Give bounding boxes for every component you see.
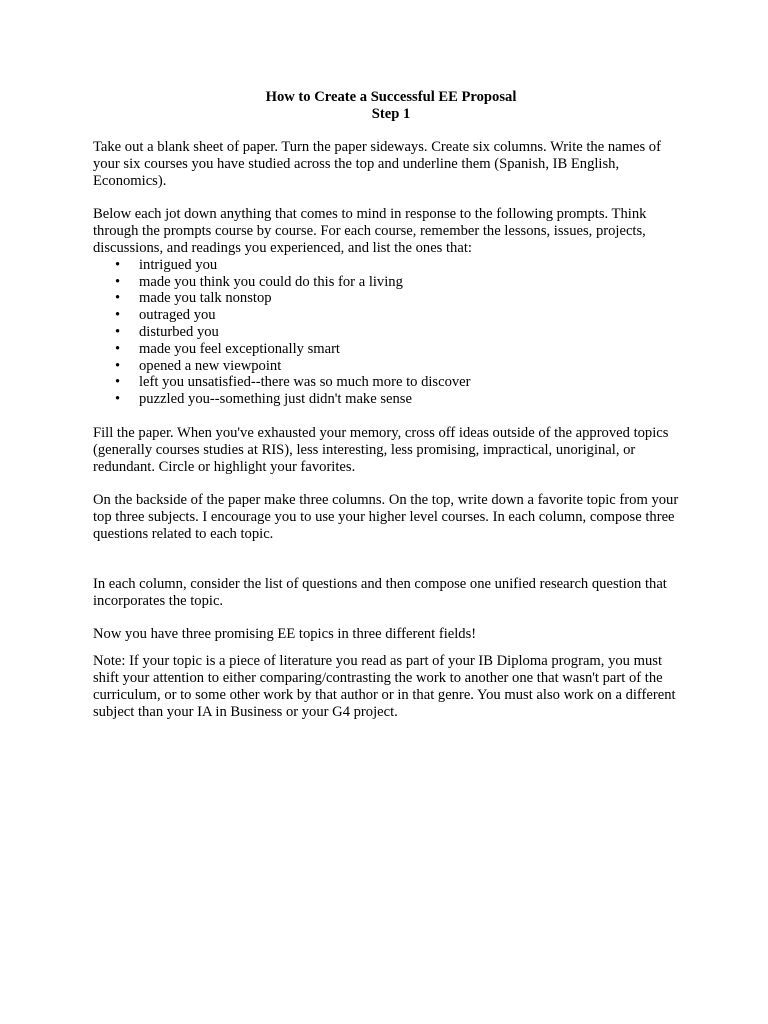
bullet-icon: • (115, 273, 121, 290)
document-title: How to Create a Successful EE Proposal (265, 89, 517, 105)
paragraph-instructions-columns: Take out a blank sheet of paper. Turn the paper sideways. Create six columns. Write the names of your six courses you have studied across the top and underline them (Spanish, IB English, Economics). (93, 139, 661, 189)
paragraph-note: Note: If your topic is a piece of literature you read as part of your IB Diploma program, you must shift your attention to either comparing/contrasting the work to another one that wasn't part of the curriculum, or to some other work by that author or in that genre. You must also work on a different subject than your IA in Business or your G4 project. (93, 653, 676, 720)
bullet-icon: • (115, 323, 121, 340)
list-item: • made you think you could do this for a living (115, 273, 403, 290)
list-item: • left you unsatisfied--there was so much more to discover (115, 374, 471, 391)
paragraph-fill-paper: Fill the paper. When you've exhausted your memory, cross off ideas outside of the approved topics (generally courses studies at RIS), less interesting, less promising, impractical, unoriginal, or redundant. Circle or highlight your favorites. (93, 424, 669, 475)
bullet-icon: • (115, 256, 121, 273)
document-page (93, 89, 683, 720)
bullet-icon: • (115, 290, 121, 307)
list-item: • outraged you (115, 307, 216, 324)
list-item: • disturbed you (115, 323, 219, 340)
paragraph-research-question: In each column, consider the list of questions and then compose one unified research question that incorporates the topic. (93, 575, 667, 609)
list-item: • made you feel exceptionally smart (115, 340, 340, 357)
bullet-icon: • (115, 374, 121, 391)
prompts-list (93, 257, 683, 408)
paragraph-backside: On the backside of the paper make three columns. On the top, write down a favorite topic from your top three subjects. I encourage you to use your higher level courses. In each column, compose three questions related to each topic. (93, 492, 679, 542)
list-item: • opened a new viewpoint (115, 357, 282, 374)
title-block (93, 89, 683, 122)
bullet-icon: • (115, 391, 121, 408)
list-item: • puzzled you--something just didn't make sense (115, 391, 412, 408)
bullet-icon: • (115, 357, 121, 374)
list-item: • intrigued you (115, 256, 218, 273)
document-subtitle: Step 1 (371, 105, 411, 122)
paragraph-prompts-intro: Below each jot down anything that comes to mind in response to the following prompts. Think through the prompts course by course. For each course, remember the lessons, issues, projects, discussions, and readings you experienced, and list the ones that: (93, 206, 647, 256)
bullet-icon: • (115, 307, 121, 324)
list-item: • made you talk nonstop (115, 290, 272, 307)
paragraph-three-topics: Now you have three promising EE topics in three different fields! (93, 626, 477, 643)
bullet-icon: • (115, 340, 121, 357)
